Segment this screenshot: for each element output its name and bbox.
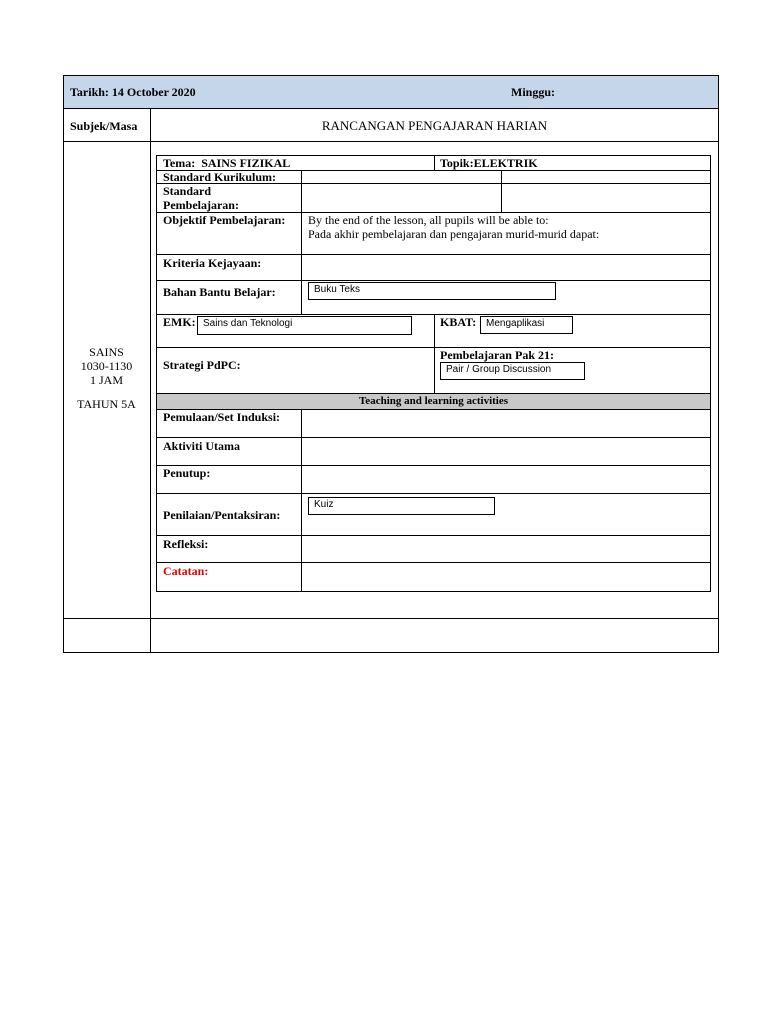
pak21-value-box: Pair / Group Discussion bbox=[440, 362, 585, 380]
standard-pembelajaran-label bbox=[163, 184, 239, 212]
objektif-text-en: By the end of the lesson, all pupils will be able to: bbox=[308, 213, 549, 227]
topik-label: Topik:ELEKTRIK bbox=[440, 156, 538, 170]
week-label: Minggu: bbox=[511, 85, 556, 99]
subject-info bbox=[63, 345, 150, 411]
row-divider bbox=[156, 465, 711, 466]
subject-duration: 1 JAM bbox=[89, 373, 123, 387]
subject-column-label: Subjek/Masa bbox=[70, 119, 138, 133]
emk-value-box: Sains dan Teknologi bbox=[197, 316, 412, 335]
pemulaan-label: Pemulaan/Set Induksi: bbox=[163, 410, 281, 424]
penutup-label: Penutup: bbox=[163, 466, 211, 480]
row-divider bbox=[156, 562, 711, 563]
row-divider bbox=[156, 254, 711, 255]
outer-divider bbox=[63, 618, 719, 619]
objektif-label: Objektif Pembelajaran: bbox=[163, 213, 286, 227]
kbat-value-box: Mengaplikasi bbox=[480, 316, 573, 334]
row-divider bbox=[156, 535, 711, 536]
aktiviti-label: Aktiviti Utama bbox=[163, 439, 240, 453]
tema-label: Tema: SAINS FIZIKAL bbox=[163, 156, 291, 170]
kriteria-label: Kriteria Kejayaan: bbox=[163, 256, 262, 270]
penilaian-value-box: Kuiz bbox=[308, 497, 495, 515]
outer-divider bbox=[63, 141, 719, 142]
bahan-value-box: Buku Teks bbox=[308, 282, 556, 300]
outer-column-divider bbox=[150, 108, 151, 653]
strategi-label: Strategi PdPC: bbox=[163, 358, 241, 372]
subject-name: SAINS bbox=[89, 345, 124, 359]
col-divider bbox=[501, 170, 502, 212]
outer-divider bbox=[63, 108, 719, 109]
subject-time: 1030-1130 bbox=[80, 359, 133, 373]
bahan-label: Bahan Bantu Belajar: bbox=[163, 285, 276, 299]
row-divider bbox=[156, 437, 711, 438]
objektif-text bbox=[308, 213, 599, 241]
date-label: Tarikh: 14 October 2020 bbox=[70, 85, 196, 99]
standard-pembelajaran-line1: Standard bbox=[163, 184, 212, 198]
subject-class: TAHUN 5A bbox=[77, 397, 136, 411]
row-divider bbox=[156, 393, 711, 394]
catatan-label: Catatan: bbox=[163, 564, 209, 578]
col-divider bbox=[301, 409, 302, 592]
standard-pembelajaran-line2: Pembelajaran: bbox=[163, 198, 239, 212]
row-divider bbox=[156, 493, 711, 494]
col-divider bbox=[434, 155, 435, 170]
kbat-label: KBAT: bbox=[440, 315, 477, 329]
col-divider bbox=[301, 170, 302, 314]
objektif-text-ms: Pada akhir pembelajaran dan pengajaran murid-murid dapat: bbox=[308, 227, 600, 241]
emk-label: EMK: bbox=[163, 315, 196, 329]
standard-kurikulum-label: Standard Kurikulum: bbox=[163, 170, 277, 184]
plan-title: RANCANGAN PENGAJARAN HARIAN bbox=[321, 118, 548, 133]
activities-header: Teaching and learning activities bbox=[358, 395, 509, 407]
pak21-label: Pembelajaran Pak 21: bbox=[440, 348, 554, 362]
refleksi-label: Refleksi: bbox=[163, 537, 209, 551]
col-divider bbox=[434, 314, 435, 393]
row-divider bbox=[156, 280, 711, 281]
penilaian-label: Penilaian/Pentaksiran: bbox=[163, 508, 281, 522]
